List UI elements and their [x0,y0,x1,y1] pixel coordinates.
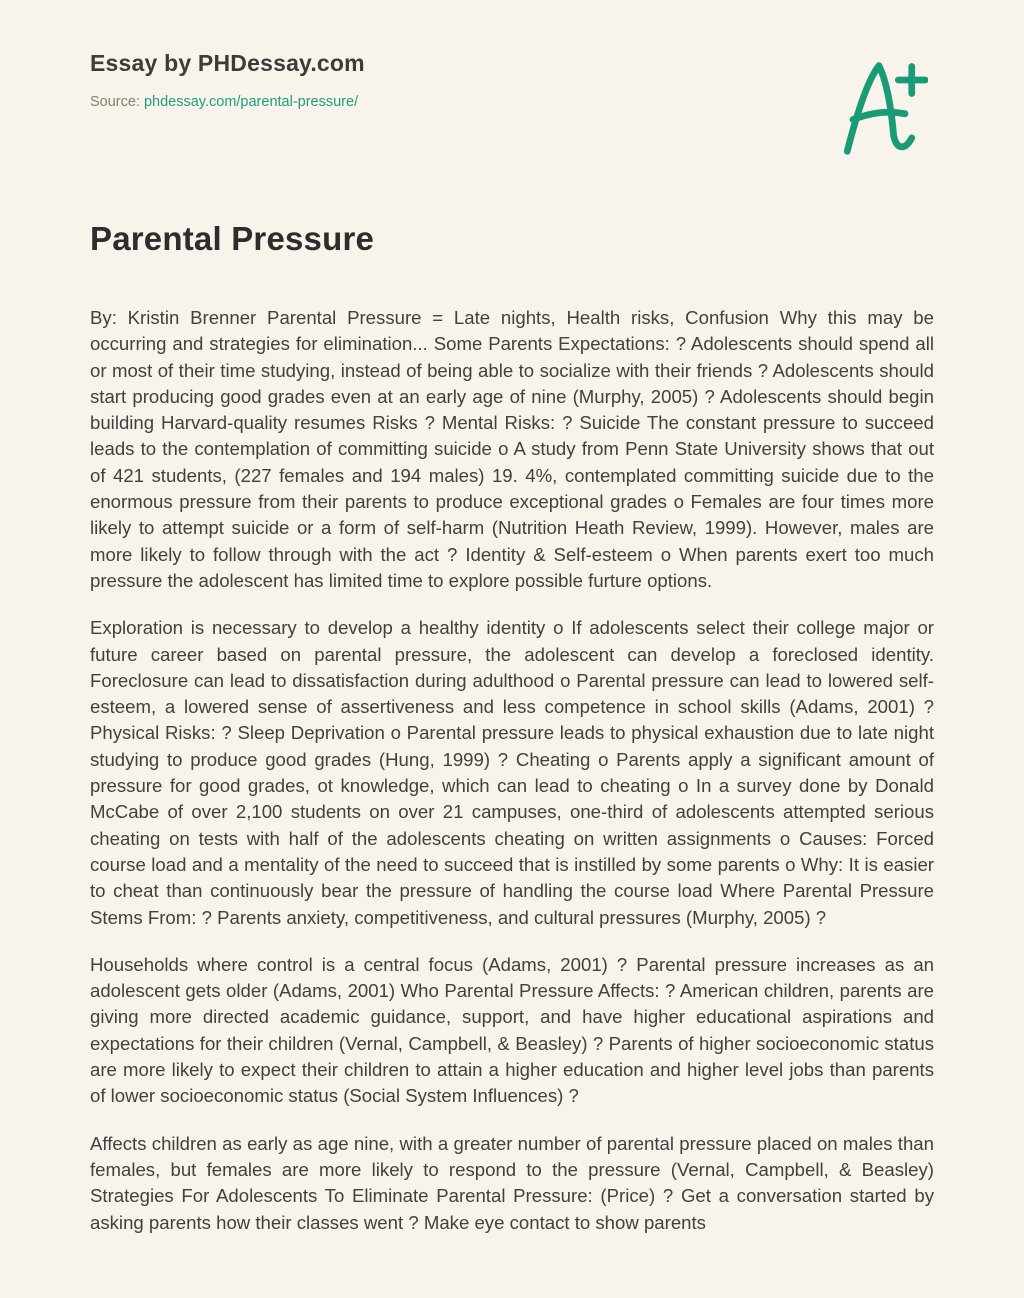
essay-byline: Essay by PHDessay.com [90,50,365,76]
essay-paragraph: Affects children as early as age nine, with a greater number of parental pressure placed on males than females, but females are more likely to respond to the pressure (Vernal, Campbell, & Beasley) Strategies For Adolescents To Eliminate Parental Pressure: (Price) ? Get a conversation started by asking parents how their classes went ? Make eye contact to show parents [90,1132,934,1233]
page-header [90,50,934,160]
essay-paragraph: Households where control is a central focus (Adams, 2001) ? Parental pressure increases as an adolescent gets older (Adams, 2001) Who Parental Pressure Affects: ? American children, parents are giving more directed academic guidance, support, and have higher educational aspirations and expectations for their children (Vernal, Campbell, & Beasley) ? Parents of higher socioeconomic status are more likely to expect their children to attain a higher education and higher level jobs than parents of lower socioeconomic status (Social System Influences) ? [90,953,934,1107]
a-plus-logo-icon [830,54,928,160]
essay-paragraph: By: Kristin Brenner Parental Pressure = Late nights, Health risks, Confusion Why this may be occurring and strategies for elimination... Some Parents Expectations: ? Adolescents should spend all or most of their time studying, instead of being able to socialize with their friends ? Adolescents should start producing good grades even at an early age of nine (Murphy, 2005) ? Adolescents should begin building Harvard-quality resumes Risks ? Mental Risks: ? Suicide The constant pressure to succeed leads to the contemplation of committing suicide o A study from Penn State University shows that out of 421 students, (227 females and 194 males) 19. 4%, contemplated committing suicide due to the enormous pressure from their parents to produce exceptional grades o Females are four times more likely to attempt suicide or a form of self-harm (Nutrition Heath Review, 1999). However, males are more likely to follow through with the act ? Identity & Self-esteem o When parents exert too much pressure the adolescent has limited time to explore possible furture options. [90,307,934,591]
source-link[interactable]: phdessay.com/parental-pressure/ [143,94,359,110]
header-text-block [90,50,365,110]
essay-body [90,305,934,1236]
source-line [90,94,365,110]
essay-title: Parental Pressure [90,220,375,257]
essay-paragraph: Exploration is necessary to develop a healthy identity o If adolescents select their college major or future career based on parental pressure, the adolescent can develop a foreclosed identity. Foreclosure can lead to dissatisfaction during adulthood o Parental pressure can lead to lowered self-esteem, a lowered sense of assertiveness and less competence in school skills (Adams, 2001) ? Physical Risks: ? Sleep Deprivation o Parental pressure leads to physical exhaustion due to late night studying to produce good grades (Hung, 1999) ? Cheating o Parents apply a significant amount of pressure for good grades, ot knowledge, which can lead to cheating o In a survey done by Donald McCabe of over 2,100 students on over 21 campuses, one-third of adolescents attempted serious cheating on tests with half of the adolescents cheating on written assignments o Causes: Forced course load and a mentality of the need to succeed that is instilled by some parents o Why: It is easier to cheat than continuously bear the pressure of handling the course load Where Parental Pressure Stems From: ? Parents anxiety, competitiveness, and cultural pressures (Murphy, 2005) ? [90,617,934,928]
source-label: Source: [90,94,140,110]
